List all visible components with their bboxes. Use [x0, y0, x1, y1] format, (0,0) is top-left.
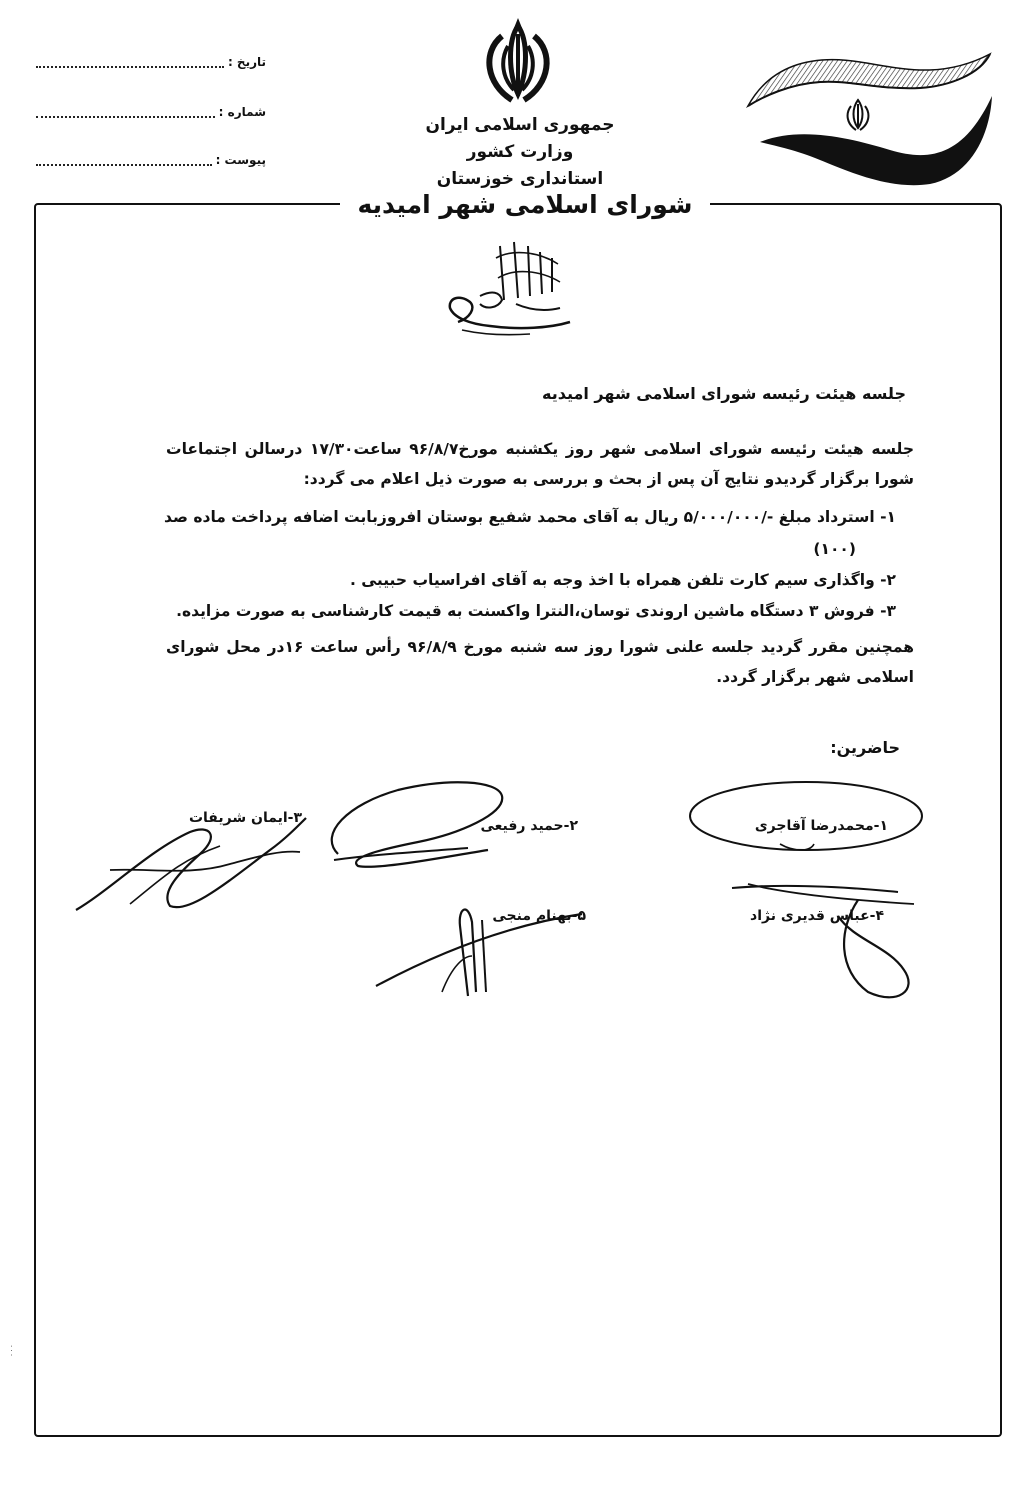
- date-field: [36, 52, 266, 72]
- attachment-label: پیوست :: [215, 153, 266, 167]
- org-line-republic: جمهوری اسلامی ایران: [425, 115, 615, 135]
- org-line-ministry: وزارت کشور: [466, 142, 574, 162]
- date-label: تاریخ :: [227, 55, 266, 69]
- attachment-field: [36, 150, 266, 170]
- number-dotted-line: [36, 106, 215, 118]
- attendee-4: ۴-عباس قدیری نژاد: [750, 908, 884, 924]
- attendee-2: ۲-حمید رفیعی: [480, 818, 578, 834]
- attendee-5: ۵-بهنام منجی: [492, 908, 586, 924]
- council-title: شورای اسلامی شهر امیدیه: [340, 190, 710, 219]
- organization-header: [400, 112, 640, 193]
- iran-emblem-icon: [478, 14, 558, 106]
- basmala-calligraphy: [440, 238, 580, 338]
- attendee-1: ۱-محمدرضا آقاجری: [754, 818, 888, 834]
- date-dotted-line: [36, 56, 224, 68]
- agenda-item-1-continuation: (۱۰۰): [813, 540, 856, 558]
- margin-scan-note: · · ·: [8, 1345, 16, 1357]
- attendee-3: ۳-ایمان شریفات: [188, 810, 302, 826]
- number-label: شماره :: [218, 105, 266, 119]
- agenda-item-2: ۲- واگذاری سیم کارت تلفن همراه با اخذ وجه به آقای افراسیاب حبیبی .: [349, 571, 896, 589]
- number-field: [36, 102, 266, 122]
- closing-paragraph: همچنین مقرر گردید جلسه علنی شورا روز سه شنبه مورخ ۹۶/۸/۹ رأس ساعت ۱۶در محل شورای اسلامی شهر برگزار گردد.: [166, 638, 914, 686]
- attendees-title: حاضرین:: [830, 738, 900, 757]
- signature-3: [70, 810, 310, 920]
- agenda-item-3: ۳- فروش ۳ دستگاه ماشین اروندی توسان،النترا واکسنت به قیمت کارشناسی به صورت مزایده.: [176, 602, 896, 620]
- agenda-item-1: ۱- استرداد مبلغ -/۵/۰۰۰/۰۰۰ ریال به آقای محمد شفیع بوستان افروزبابت اضافه پرداخت ماده صد: [164, 508, 896, 526]
- signature-4: [728, 880, 928, 1010]
- iran-flag-icon: [740, 46, 996, 188]
- attachment-dotted-line: [36, 154, 212, 166]
- org-line-governorate: استانداری خوزستان: [436, 169, 604, 189]
- intro-paragraph: جلسه هیئت رئیسه شورای اسلامی شهر روز یکشنبه مورخ۹۶/۸/۷ ساعت۱۷/۳۰ درسالن اجتماعات شورا برگزار گردیدو نتایج آن پس از بحث و بررسی به صورت ذیل اعلام می گردد:: [166, 440, 914, 488]
- document-heading: جلسه هیئت رئیسه شورای اسلامی شهر امیدیه: [541, 384, 906, 403]
